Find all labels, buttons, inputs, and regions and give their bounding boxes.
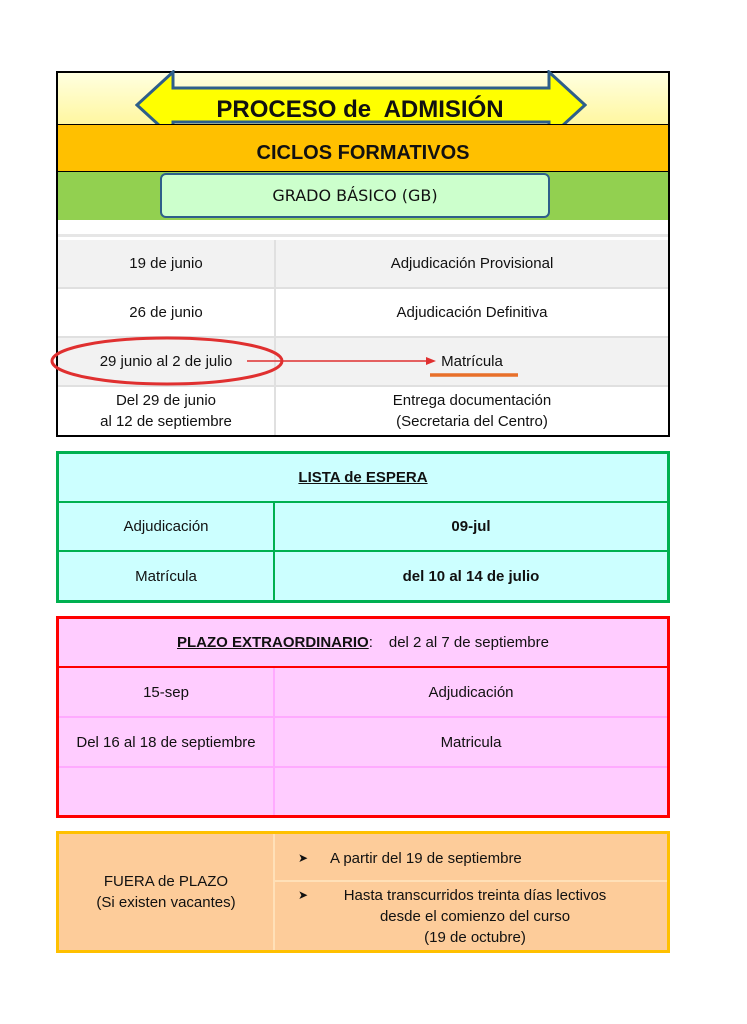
schedule-event: Adjudicación Definitiva <box>396 304 548 321</box>
schedule-event: Adjudicación Provisional <box>390 255 554 272</box>
extra-event: Matricula <box>440 733 502 751</box>
schedule-event: Matrícula <box>441 353 503 370</box>
late-item: Hasta transcurridos treinta días lectivos desde el comienzo del curso (19 de octubre) <box>343 887 607 946</box>
page-title: PROCESO de ADMISIÓN <box>216 96 504 123</box>
late-item: A partir del 19 de septiembre <box>330 850 522 867</box>
late-label: FUERA de PLAZO (Si existen vacantes) <box>96 873 236 911</box>
waitlist-value: del 10 al 14 de julio <box>402 567 540 585</box>
late-line <box>275 880 667 882</box>
level-label: GRADO BÁSICO (GB) <box>272 186 438 205</box>
extraordinary-title: PLAZO EXTRAORDINARIO <box>177 634 369 651</box>
schedule-date: 19 de junio <box>129 255 203 272</box>
page-subtitle: CICLOS FORMATIVOS <box>256 142 470 164</box>
late-bullet-icon: ➤ <box>298 888 309 902</box>
waitlist-title: LISTA de ESPERA <box>298 469 428 486</box>
extra-date: Del 16 al 18 de septiembre <box>76 733 256 751</box>
extraordinary-dates: del 2 al 7 de septiembre <box>388 634 549 651</box>
spacer-band <box>58 220 668 237</box>
schedule-date: Del 29 de junio al 12 de septiembre <box>100 392 232 430</box>
schedule-date: 26 de junio <box>129 304 203 321</box>
extraordinary-header <box>59 619 667 666</box>
schedule-date: 29 junio al 2 de julio <box>99 353 233 370</box>
late-bullet-icon: ➤ <box>298 851 309 865</box>
extra-line-3 <box>59 766 667 768</box>
annotation-highlight-icon <box>50 330 530 390</box>
schedule-event: Entrega documentación (Secretaria del Centro) <box>392 392 552 430</box>
waitlist-label: Matrícula <box>135 567 197 585</box>
waitlist-value: 09-jul <box>451 518 491 535</box>
waitlist-label: Adjudicación <box>123 518 209 535</box>
extraordinary-separator: : <box>368 634 373 651</box>
extra-date: 15-sep <box>143 683 189 701</box>
late-divider <box>273 834 275 950</box>
extra-event: Adjudicación <box>428 683 514 701</box>
